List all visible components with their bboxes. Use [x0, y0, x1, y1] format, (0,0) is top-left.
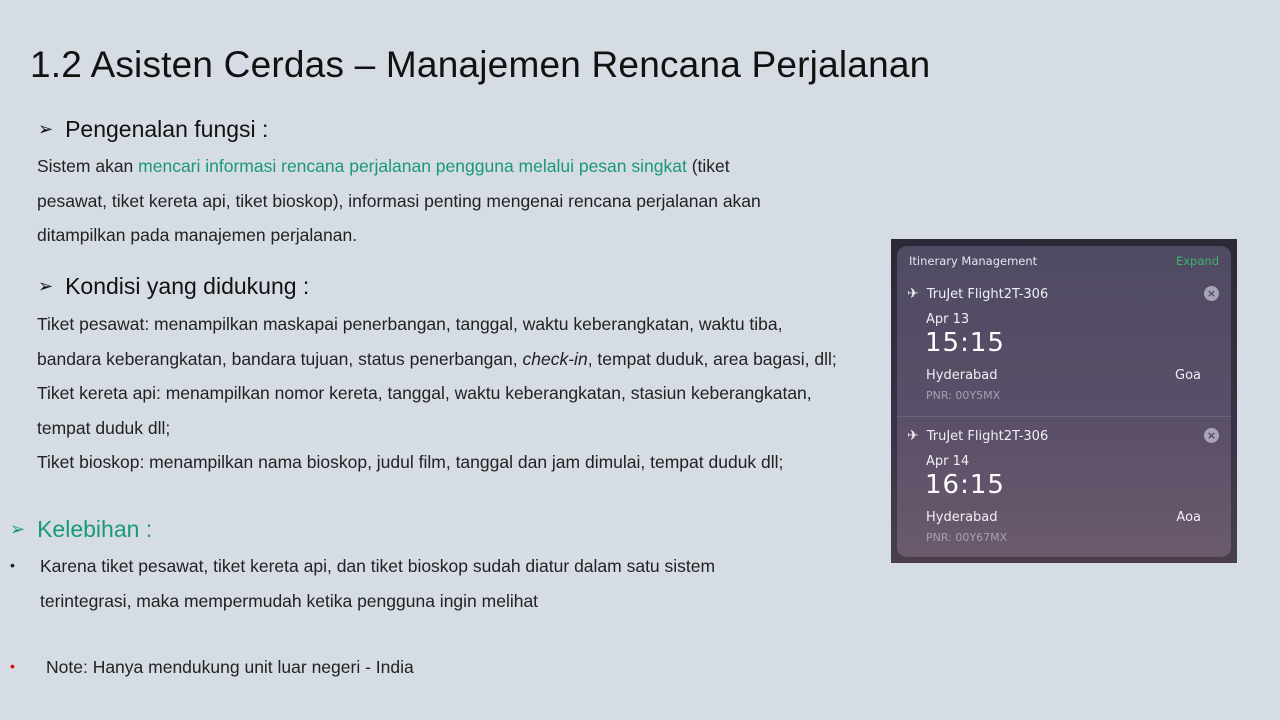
pnr-code: PNR: 00Y67MX	[926, 531, 1008, 544]
supported-conditions-paragraph	[37, 307, 837, 480]
arrow-bullet-icon: ➢	[38, 119, 54, 139]
arrival-city: Aoa	[1176, 510, 1201, 525]
paragraph-line: Tiket pesawat: menampilkan maskapai penerbangan, tanggal, waktu keberangkatan, waktu tiba,	[37, 314, 783, 334]
advantage-line: terintegrasi, maka mempermudah ketika pengguna ingin melihat	[40, 591, 539, 611]
itinerary-screenshot	[891, 239, 1237, 563]
expand-button[interactable]: Expand	[1175, 254, 1219, 268]
departure-city: Hyderabad	[926, 510, 998, 525]
flight-header	[907, 428, 1048, 444]
close-icon[interactable]: ×	[1204, 286, 1219, 301]
close-icon[interactable]: ×	[1204, 428, 1219, 443]
highlighted-text: mencari informasi rencana perjalanan pengguna melalui pesan singkat	[138, 156, 687, 176]
pnr-code: PNR: 00Y5MX	[926, 389, 1001, 402]
paragraph-line	[37, 149, 761, 184]
paragraph-line	[37, 342, 837, 377]
flight-name: TruJet Flight2T-306	[926, 286, 1049, 302]
paragraph-line: pesawat, tiket kereta api, tiket bioskop), informasi penting mengenai rencana perjalanan akan	[37, 190, 761, 211]
airplane-icon: ✈	[907, 428, 919, 444]
text-span: , tempat duduk, area bagasi, dll;	[587, 348, 837, 369]
divider	[897, 416, 1231, 417]
section-heading-text: Pengenalan fungsi :	[65, 116, 269, 142]
arrival-city: Goa	[1175, 368, 1201, 383]
flight-header	[907, 286, 1048, 302]
text-span: Sistem akan	[37, 156, 139, 176]
section-heading-text: Kelebihan :	[37, 516, 153, 542]
text-span: (tiket	[686, 156, 730, 176]
italic-text: check-in	[522, 348, 588, 369]
bullet-dot-icon: •	[10, 658, 15, 674]
bullet-dot-icon: •	[10, 557, 15, 573]
departure-city: Hyderabad	[926, 368, 998, 383]
section-heading-introduction	[38, 116, 268, 143]
itinerary-card	[897, 246, 1231, 557]
flight-time: 15:15	[925, 328, 1005, 358]
advantage-line: Karena tiket pesawat, tiket kereta api, dan tiket bioskop sudah diatur dalam satu sistem	[40, 556, 716, 576]
flight-name: TruJet Flight2T-306	[926, 428, 1049, 444]
arrow-bullet-icon: ➢	[10, 519, 26, 539]
paragraph-line: Tiket bioskop: menampilkan nama bioskop, judul film, tanggal dan jam dimulai, tempat duduk dll;	[37, 452, 784, 472]
section-heading-advantages	[10, 516, 152, 543]
paragraph-line: Tiket kereta api: menampilkan nomor kereta, tanggal, waktu keberangkatan, stasiun keberangkatan,	[37, 383, 812, 403]
note-text: Note: Hanya mendukung unit luar negeri - India	[46, 657, 414, 677]
paragraph-line: tempat duduk dll;	[37, 417, 171, 438]
flight-date: Apr 13	[926, 312, 970, 327]
slide-title: 1.2 Asisten Cerdas – Manajemen Rencana Perjalanan	[30, 44, 931, 85]
section-heading-supported-conditions	[38, 273, 309, 300]
flight-time: 16:15	[925, 470, 1005, 500]
section-heading-text: Kondisi yang didukung :	[65, 273, 310, 299]
airplane-icon: ✈	[907, 286, 919, 302]
flight-date: Apr 14	[926, 454, 970, 469]
card-header	[909, 254, 1219, 268]
introduction-paragraph	[37, 149, 761, 253]
paragraph-line: ditampilkan pada manajemen perjalanan.	[37, 225, 358, 245]
arrow-bullet-icon: ➢	[38, 276, 54, 296]
card-title: Itinerary Management	[909, 254, 1038, 268]
text-span: bandara keberangkatan, bandara tujuan, status penerbangan,	[37, 348, 523, 369]
